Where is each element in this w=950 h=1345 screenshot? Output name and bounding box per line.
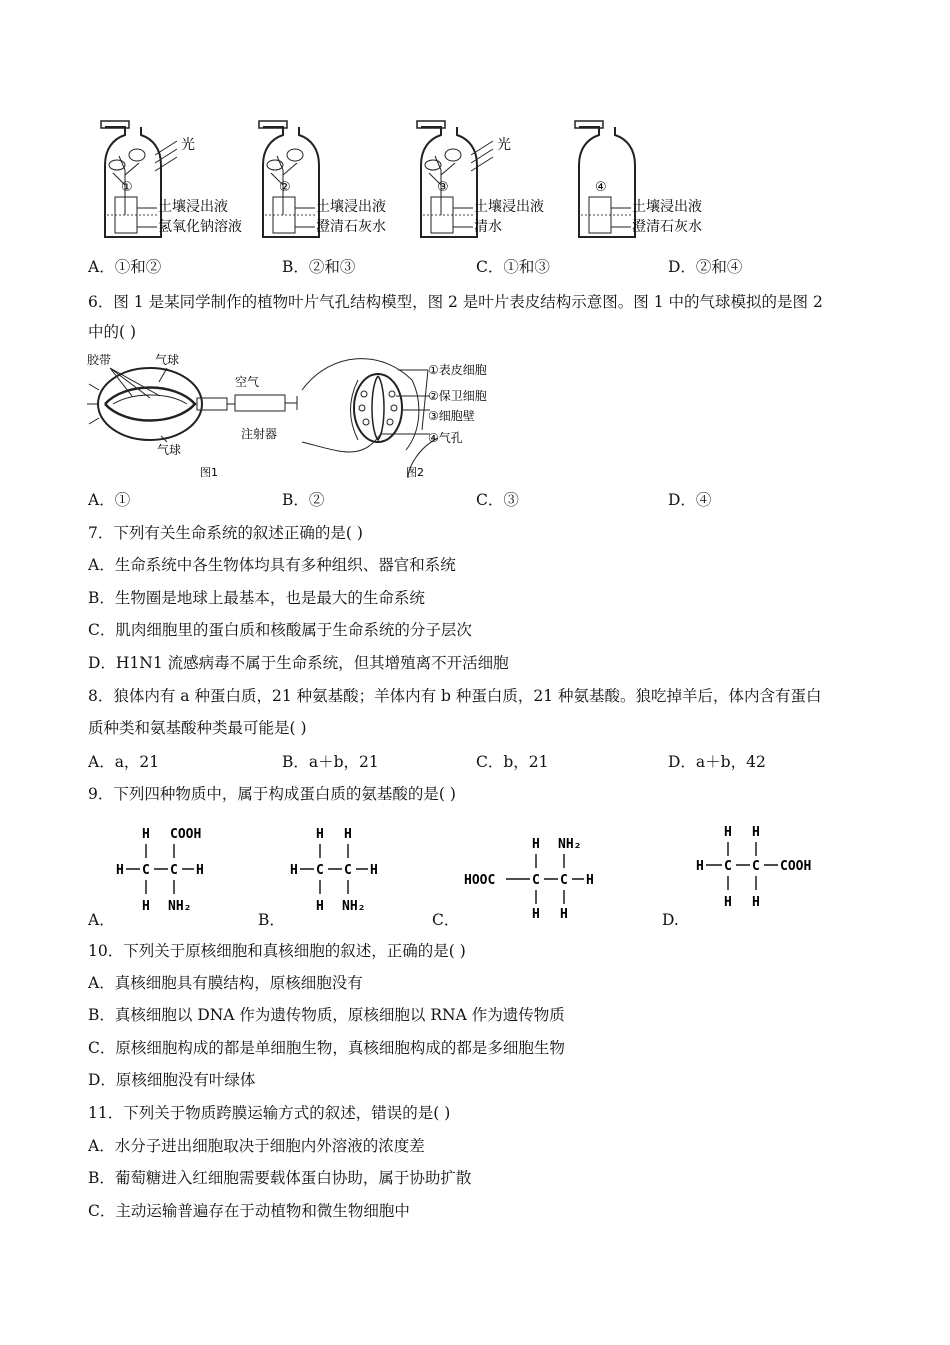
mol-b-bot1: H — [316, 899, 324, 914]
q9-option-d[interactable]: D. — [662, 911, 679, 929]
jar-1-number: ① — [121, 180, 133, 195]
mol-c-c1: C — [532, 873, 540, 888]
q7-option-c[interactable]: C．肌肉细胞里的蛋白质和核酸属于生命系统的分子层次 — [88, 621, 472, 639]
q5-option-c[interactable]: C．①和③ — [476, 258, 550, 276]
q5-option-d[interactable]: D．②和④ — [668, 258, 743, 276]
q6-option-c[interactable]: C．③ — [476, 491, 519, 509]
q8-option-d[interactable]: D．a＋b，42 — [668, 753, 766, 771]
mol-b-right: H — [370, 863, 378, 878]
fig1-label-balloon-top: 气球 — [155, 353, 180, 367]
q10-option-d[interactable]: D．原核细胞没有叶绿体 — [88, 1071, 256, 1089]
jar-1 — [101, 121, 242, 237]
fig1-caption: 图1 — [200, 466, 218, 479]
q9-molecule-c — [462, 832, 612, 924]
mol-d-right: COOH — [780, 859, 812, 874]
q8-option-b[interactable]: B．a＋b，21 — [282, 753, 379, 771]
q11-stem: 11．下列关于物质跨膜运输方式的叙述，错误的是( ) — [88, 1104, 451, 1122]
q9-molecule-d — [694, 820, 844, 912]
q5-jars-figure — [85, 115, 735, 245]
q6-fig2 — [298, 350, 538, 480]
mol-d-bot2: H — [752, 895, 760, 910]
mol-d-top2: H — [752, 825, 760, 840]
jar-3-lower-label: 清水 — [474, 219, 502, 235]
jar-4-lower-label: 澄清石灰水 — [632, 219, 702, 235]
jar-4-upper-label: 土壤浸出液 — [632, 199, 702, 215]
mol-b-bot2: NH₂ — [342, 899, 366, 914]
fig1-label-balloon-bottom: 气球 — [157, 443, 182, 457]
mol-a-top2: COOH — [170, 827, 202, 842]
jar-2-number: ② — [279, 180, 291, 195]
jar-3-light: 光 — [497, 137, 511, 153]
q7-stem: 7．下列有关生命系统的叙述正确的是( ) — [88, 524, 363, 542]
mol-d-top1: H — [724, 825, 732, 840]
mol-b-top2: H — [344, 827, 352, 842]
q6-option-b[interactable]: B．② — [282, 491, 325, 509]
mol-c-top2: NH₂ — [558, 837, 582, 852]
mol-a-c2: C — [170, 863, 178, 878]
fig2-legend-3: ③细胞壁 — [428, 409, 475, 423]
q11-option-b[interactable]: B．葡萄糖进入红细胞需要载体蛋白协助，属于协助扩散 — [88, 1169, 472, 1187]
mol-a-bot2: NH₂ — [168, 899, 192, 914]
mol-d-c1: C — [724, 859, 732, 874]
q8-stem-line2: 质种类和氨基酸种类最可能是( ) — [88, 719, 307, 737]
mol-d-c2: C — [752, 859, 760, 874]
fig2-legend-4: ④气孔 — [428, 431, 463, 445]
q6-option-d[interactable]: D．④ — [668, 491, 712, 509]
q5-option-b[interactable]: B．②和③ — [282, 258, 356, 276]
mol-a-c1: C — [142, 863, 150, 878]
q6-stem-line2: 中的( ) — [88, 323, 137, 341]
q9-option-a[interactable]: A． — [88, 911, 115, 929]
jar-1-lower-label: 氢氧化钠溶液 — [158, 219, 242, 235]
jar-1-upper-label: 土壤浸出液 — [158, 199, 228, 215]
jar-1-light: 光 — [181, 137, 195, 153]
mol-c-c2: C — [560, 873, 568, 888]
q6-fig1 — [85, 350, 300, 480]
mol-a-right: H — [196, 863, 204, 878]
q7-option-d[interactable]: D．H1N1 流感病毒不属于生命系统，但其增殖离不开活细胞 — [88, 654, 509, 672]
q9-molecule-b — [288, 822, 398, 914]
mol-b-c2: C — [344, 863, 352, 878]
jar-2-lower-label: 澄清石灰水 — [316, 219, 386, 235]
mol-c-bot1: H — [532, 907, 540, 922]
q8-option-a[interactable]: A．a，21 — [88, 753, 160, 771]
q6-option-a[interactable]: A．① — [88, 491, 131, 509]
q9-stem: 9．下列四种物质中，属于构成蛋白质的氨基酸的是( ) — [88, 785, 456, 803]
mol-b-top1: H — [316, 827, 324, 842]
jar-4-number: ④ — [595, 180, 607, 195]
fig2-legend-1: ①表皮细胞 — [428, 363, 487, 377]
jar-4 — [575, 121, 702, 237]
q8-option-c[interactable]: C．b，21 — [476, 753, 549, 771]
mol-a-left: H — [116, 863, 124, 878]
fig1-label-syringe: 注射器 — [241, 427, 278, 441]
q10-option-a[interactable]: A．真核细胞具有膜结构，原核细胞没有 — [88, 974, 363, 992]
mol-a-top1: H — [142, 827, 150, 842]
q8-stem-line1: 8．狼体内有 a 种蛋白质，21 种氨基酸；羊体内有 b 种蛋白质，21 种氨基酸。狼吃掉羊后，体内含有蛋白 — [88, 687, 822, 705]
fig2-legend-2: ②保卫细胞 — [428, 389, 487, 403]
mol-b-c1: C — [316, 863, 324, 878]
q10-option-c[interactable]: C．原核细胞构成的都是单细胞生物，真核细胞构成的都是多细胞生物 — [88, 1039, 565, 1057]
q9-option-b[interactable]: B． — [258, 911, 285, 929]
q7-option-b[interactable]: B．生物圈是地球上最基本，也是最大的生命系统 — [88, 589, 425, 607]
mol-a-bot1: H — [142, 899, 150, 914]
jar-3-upper-label: 土壤浸出液 — [474, 199, 544, 215]
q6-stem-line1: 6．图 1 是某同学制作的植物叶片气孔结构模型，图 2 是叶片表皮结构示意图。图 1 中的气球模拟的是图 2 — [88, 293, 823, 311]
mol-c-bot2: H — [560, 907, 568, 922]
q5-option-a[interactable]: A．①和② — [88, 258, 162, 276]
q10-option-b[interactable]: B．真核细胞以 DNA 作为遗传物质，原核细胞以 RNA 作为遗传物质 — [88, 1006, 565, 1024]
mol-d-bot1: H — [724, 895, 732, 910]
mol-c-left: HOOC — [464, 873, 496, 888]
fig1-label-air: 空气 — [235, 375, 260, 389]
mol-c-right: H — [586, 873, 594, 888]
q9-option-c[interactable]: C． — [432, 911, 460, 929]
jar-2-upper-label: 土壤浸出液 — [316, 199, 386, 215]
q11-option-c[interactable]: C．主动运输普遍存在于动植物和微生物细胞中 — [88, 1202, 410, 1220]
q10-stem: 10．下列关于原核细胞和真核细胞的叙述，正确的是( ) — [88, 942, 466, 960]
jar-3-number: ③ — [437, 180, 449, 195]
mol-d-left: H — [696, 859, 704, 874]
q9-molecule-a — [114, 822, 234, 914]
jar-2 — [259, 121, 386, 237]
q11-option-a[interactable]: A．水分子进出细胞取决于细胞内外溶液的浓度差 — [88, 1137, 425, 1155]
fig2-caption: 图2 — [406, 466, 424, 479]
mol-c-top1: H — [532, 837, 540, 852]
mol-b-left: H — [290, 863, 298, 878]
fig1-label-band: 胶带 — [87, 353, 112, 367]
q7-option-a[interactable]: A．生命系统中各生物体均具有多种组织、器官和系统 — [88, 556, 456, 574]
jar-3 — [417, 121, 544, 237]
